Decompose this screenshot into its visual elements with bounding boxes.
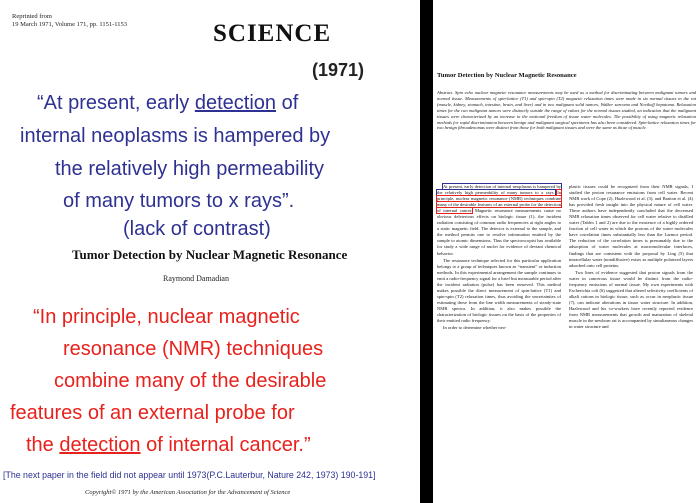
quote1-line: “At present, early detection of xyxy=(37,92,299,114)
quote2-line: combine many of the desirable xyxy=(54,370,327,392)
reprint-info xyxy=(12,13,127,29)
quote2-line: “In principle, nuclear magnetic xyxy=(33,306,300,328)
reprint-line: Reprinted from xyxy=(12,13,52,20)
quote1-line: the relatively high permeability xyxy=(55,158,325,180)
paper-panel xyxy=(426,0,700,503)
quote2-line: resonance (NMR) techniques xyxy=(63,338,324,360)
author-name: Raymond Damadian xyxy=(163,274,229,283)
copyright-line: Copyright© 1971 by the American Association for the Advancement of Science xyxy=(85,489,291,496)
paper-paragraph: Two lines of evidence suggested that proton signals from the water in cancerous tissue would be distinct from the radio-frequency emissions of normal tissue. My own experiments with Escherichia coli (6) suggested that altered selectivity coefficients of alkali cations in biologic tissue, such as occur in neoplastic tissue (7), can indicate alterations in tissue water structure. In addition, Hazlewood and his co-workers have recently reported evidence from NMR measurements that growth and maturation of skeletal muscle in the newborn rat is accompanied by simultaneous changes in water structure and xyxy=(569,269,693,330)
highlight-red: In principle, nuclear magnetic resonance (NMR) techniques combine many of the desirable features of an external probe for the detection of internal cancer. xyxy=(437,190,562,214)
quote2-line: the detection of internal cancer.” xyxy=(26,434,311,456)
paper-abstract: Abstract. Spin echo nuclear magnetic resonance measurements may be used as a method for discriminating between malignant tumors and normal tissue. Measurements of spin-lattice (T1) and spin-spin (T2) magnetic relaxation times were made in six normal tissues in the rat (muscle, kidney, stomach, intestine, brain, and liver) and in two malignant solid tumors, Walker sarcoma and Novikoff hepatoma. Relaxation times for the two malignant tumors were distinctly outside the range of values for the normal tissues studied, an indication that the malignant tissues were characterized by an increase in the motional freedom of tissue water molecules. The possibility of using magnetic relaxation methods for rapid discrimination between benign and malignant surgical specimens has also been considered. Spin-lattice relaxation times for two benign fibroadenomas were distinct from those for both malignant tissues and were the same as those of muscle. xyxy=(437,90,696,131)
quote1-line: internal neoplasms is hampered by xyxy=(20,125,331,147)
journal-masthead: SCIENCE xyxy=(213,20,332,47)
paper-paragraph: plastic tissues could be recognized from their NMR signals, I studied the proton resonance emissions from cell water. Recent NMR work of Cope (2), Hazlewood et al. (3), and Bratton et al. (4) has provided fresh insight into the physical nature of cell water. These authors have independently concluded that the decreased NMR relaxation times observed for cell water relative to distilled water (Tables 1 and 2) are due to the existence of a highly ordered fraction of cell water in which the protons of the water molecules have correlation times substantially less than the Larmor period. The reduction of the correlation times is presumably due to the adsorption of water molecules at macromolecular interfaces, findings that are consistent with the proposal by Ling (5) that intracellular water (nondiffusive) exists as multiple polarized layers adsorbed onto cell proteins. xyxy=(569,184,693,268)
paper-column-left xyxy=(437,184,561,332)
paper-heading: Tumor Detection by Nuclear Magnetic Resonance xyxy=(437,72,577,79)
detection-keyword: detection xyxy=(194,92,277,114)
quote1-line: of many tumors to x rays”. xyxy=(63,190,295,212)
paper-paragraph: At present, early detection of internal neoplasms is hampered by the relatively high permeability of many tumors to x rays. In principle, nuclear magnetic resonance (NMR) techniques combine many of the desirable features of an external probe for the detection of internal cancer. Magnetic resonance measurements cause no obvious deleterious effects on biologic tissue (1), the incident radiation consisting of common radio frequencies at right angles to a static magnetic field. The detector is external to the sample, and the method permits one to resolve information emitted by the sample to atomic dimensions. Thus the spectroscopist has available for study a wide range of nuclei for evidence of deviant chemical behavior. xyxy=(437,184,562,256)
paper-page xyxy=(433,0,700,503)
detection-keyword: detection xyxy=(59,434,141,456)
paper-paragraph: In order to determine whether neo- xyxy=(443,325,507,331)
highlight-blue: At present, early detection of internal neoplasms is hampered by the relatively high permeability of many tumors to x rays. xyxy=(437,184,561,196)
quote2-line: features of an external probe for xyxy=(10,402,295,424)
reprint-line: 19 March 1971, Volume 171, pp. 1151-1153 xyxy=(12,21,128,28)
paper-paragraph: The resonance technique selected for this particular application belongs to a group of techniques known as “transient” or induction methods. In this experimental arrangement the sample continues to emit a radio-frequency signal for a brief but measurable period after the incident radiation (pulse) has been removed. This method makes possible the direct measurement of spin-lattice (T1) and spin-spin (T2) relaxation times, thus avoiding the uncertainties of estimating these from the line width measurements of steady-state NMR spectra. In addition, it also makes possible the characterization of biologic tissues on the basis of the properties of their emitted radio frequency. xyxy=(437,257,561,324)
paper-column-right xyxy=(569,184,693,331)
paper-title: Tumor Detection by Nuclear Magnetic Resonance xyxy=(72,247,348,262)
publication-year: (1971) xyxy=(312,60,365,80)
contrast-note: (lack of contrast) xyxy=(123,218,271,240)
footnote: [The next paper in the field did not appear until 1973(P.C.Lauterbur, Nature 242, 1973) 190-191] xyxy=(3,470,376,480)
